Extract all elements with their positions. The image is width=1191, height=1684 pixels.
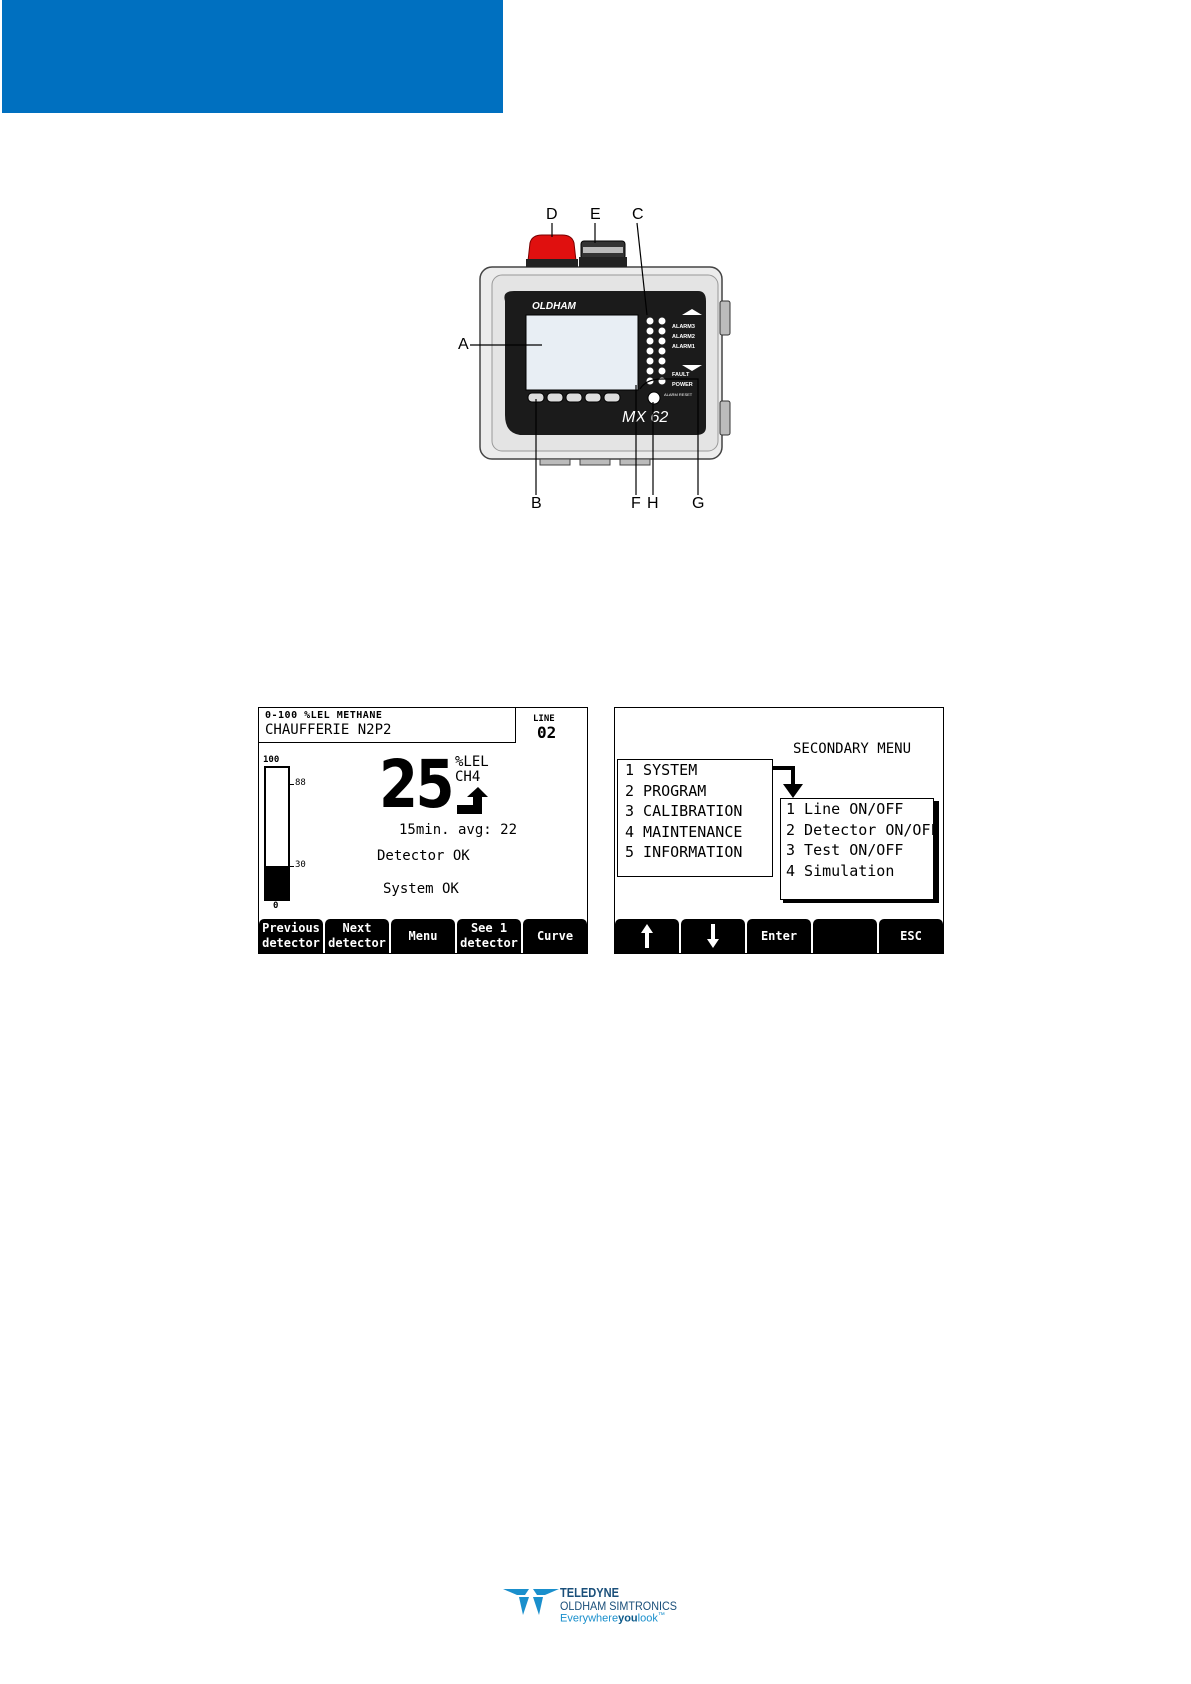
main-display-screen xyxy=(258,707,588,954)
device-illustration xyxy=(450,205,740,515)
brand-line1: TELEDYNE xyxy=(560,1585,619,1600)
main-softkeys xyxy=(259,919,587,953)
threshold-high-label: 88 xyxy=(295,778,306,788)
led-label-alarm3: ALARM3 xyxy=(672,324,695,330)
tagline-part-a: Everywhere xyxy=(560,1612,619,1625)
callout-b: B xyxy=(531,495,542,512)
gas-name: CH4 xyxy=(455,769,481,785)
location-label: CHAUFFERIE N2P2 xyxy=(265,722,392,738)
lcd-window xyxy=(526,315,638,390)
sub-menu-list xyxy=(780,798,940,900)
teledyne-emblem-icon xyxy=(503,1587,559,1617)
threshold-low-label: 30 xyxy=(295,860,306,870)
average-label: 15min. avg: 22 xyxy=(399,822,518,838)
bar-bottom-label: 0 xyxy=(273,901,279,911)
level-bargraph-fill xyxy=(266,866,288,899)
submenu-item-line-onoff[interactable]: 1 Line ON/OFF xyxy=(786,800,904,818)
threshold-30-tick xyxy=(288,866,294,867)
line-label: LINE xyxy=(533,714,555,724)
softkey-previous-detector[interactable]: Previous detector xyxy=(259,919,323,953)
menu-title: SECONDARY MENU xyxy=(793,741,912,757)
submenu-item-detector-onoff[interactable]: 2 Detector ON/OFF xyxy=(786,820,940,839)
softkey-menu[interactable]: Menu xyxy=(391,919,455,953)
submenu-item-test-onoff[interactable]: 3 Test ON/OFF xyxy=(786,841,904,859)
beacon-base xyxy=(526,259,578,267)
header-band xyxy=(2,0,503,113)
softkey-blank[interactable] xyxy=(813,919,877,953)
alarm-reset-button-icon xyxy=(648,392,660,404)
side-clip-bottom xyxy=(720,401,730,435)
menu-item-calibration[interactable]: 3 CALIBRATION xyxy=(625,802,743,820)
menu-item-program[interactable]: 2 PROGRAM xyxy=(625,781,707,800)
softkey-esc[interactable]: ESC xyxy=(879,919,943,953)
up-arrow-icon xyxy=(640,923,654,949)
detector-status: Detector OK xyxy=(377,848,470,864)
device-model: MX 62 xyxy=(622,409,669,426)
range-line: 0-100 %LEL METHANE xyxy=(265,710,383,721)
callout-h: H xyxy=(647,495,659,512)
side-clip-top xyxy=(720,301,730,335)
buzzer-grille xyxy=(583,247,623,253)
device-brand: OLDHAM xyxy=(532,301,576,312)
device-figure xyxy=(450,205,740,515)
led-label-fault: FAULT xyxy=(672,372,690,378)
reset-label: ALARM RESET xyxy=(664,392,693,397)
system-status: System OK xyxy=(383,881,459,897)
menu-item-information[interactable]: 5 INFORMATION xyxy=(625,843,743,861)
softkey-curve[interactable]: Curve xyxy=(523,919,587,953)
callout-d: D xyxy=(546,206,558,223)
led-label-alarm1: ALARM1 xyxy=(672,344,695,350)
callout-e: E xyxy=(590,206,601,223)
trend-up-icon xyxy=(455,786,489,816)
submenu-arrow-icon xyxy=(773,766,805,800)
threshold-88-tick xyxy=(288,784,294,785)
cable-entries xyxy=(540,459,650,465)
callout-f: F xyxy=(631,495,641,512)
level-bargraph xyxy=(264,766,290,901)
line-number: 02 xyxy=(537,723,557,742)
menu-item-system[interactable]: 1 SYSTEM xyxy=(625,761,698,779)
gas-value: 25 xyxy=(379,746,452,823)
menu-softkeys xyxy=(615,919,943,953)
tagline-trademark: ™ xyxy=(657,1612,665,1619)
softkey-down[interactable] xyxy=(681,919,745,953)
submenu-item-simulation[interactable]: 4 Simulation xyxy=(786,861,895,880)
brand-line2: OLDHAM SIMTRONICS xyxy=(560,1599,678,1613)
callout-g: G xyxy=(692,495,705,512)
callout-a: A xyxy=(458,336,469,353)
tagline-part-b: you xyxy=(618,1612,638,1625)
callout-c: C xyxy=(632,206,644,223)
secondary-menu-screen xyxy=(614,707,944,954)
led-label-alarm2: ALARM2 xyxy=(672,334,695,340)
unit-label: %LEL xyxy=(455,754,489,770)
softkey-next-detector[interactable]: Next detector xyxy=(325,919,389,953)
bar-top-label: 100 xyxy=(263,755,280,765)
softkey-enter[interactable]: Enter xyxy=(747,919,811,953)
tagline-part-c: look xyxy=(637,1612,658,1625)
buzzer-base xyxy=(579,257,627,267)
menu-item-maintenance[interactable]: 4 MAINTENANCE xyxy=(625,822,743,841)
led-label-power: POWER xyxy=(672,382,693,388)
teledyne-logo xyxy=(503,1585,703,1625)
soft-keys xyxy=(528,393,620,402)
softkey-see-detector[interactable]: See 1 detector xyxy=(457,919,521,953)
softkey-up[interactable] xyxy=(615,919,679,953)
tagline xyxy=(560,1612,665,1625)
beacon-icon xyxy=(528,235,576,261)
down-arrow-icon xyxy=(706,923,720,949)
main-menu-list xyxy=(617,759,773,877)
